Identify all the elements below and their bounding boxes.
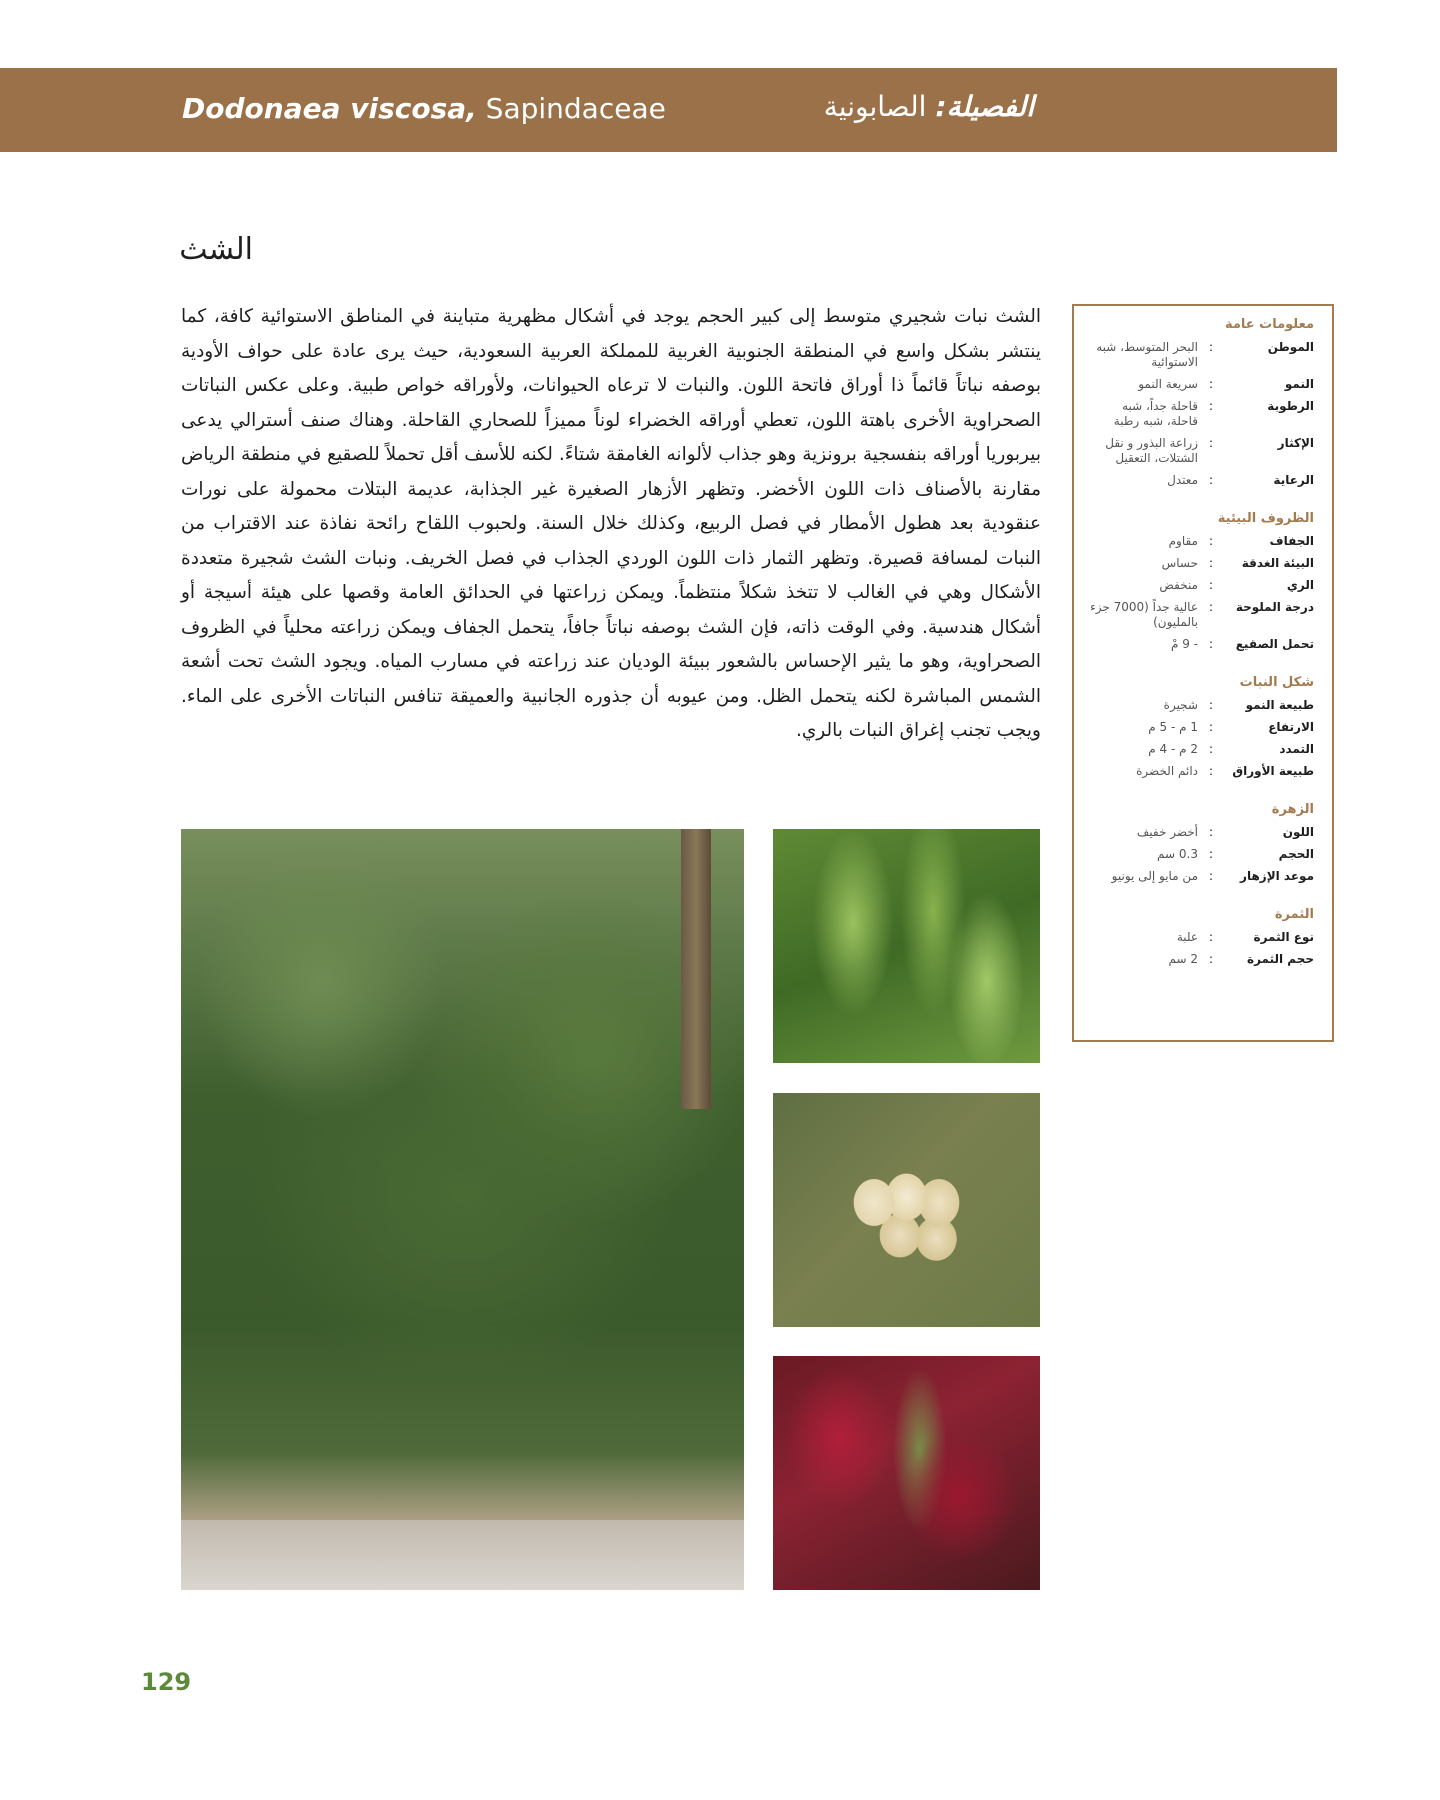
- row-key: اللون: [1282, 825, 1314, 839]
- plant-title: الشث: [179, 232, 253, 267]
- palm-trunk-shape: [681, 829, 711, 1109]
- info-section-fruit: [1088, 906, 1314, 967]
- section-title: الظروف البيئية: [1217, 511, 1314, 526]
- row-key: تحمل الصقيع: [1235, 637, 1314, 651]
- row-colon: :: [1208, 473, 1214, 487]
- row-key: البيئة الغدقة: [1241, 556, 1314, 570]
- row-colon: :: [1208, 930, 1214, 944]
- info-row: [1088, 764, 1314, 779]
- row-value: - 9 مْ: [1170, 637, 1198, 651]
- row-value: 0.3 سم: [1157, 847, 1198, 861]
- row-value: معتدل: [1167, 473, 1198, 487]
- row-value: علبة: [1176, 930, 1198, 944]
- info-row: [1088, 698, 1314, 713]
- row-value: البحر المتوسط، شبه الاستوائية: [1096, 340, 1198, 369]
- row-colon: :: [1208, 952, 1214, 966]
- family-name: الصابونية: [823, 90, 927, 123]
- info-row: [1088, 377, 1314, 392]
- info-row: [1088, 600, 1314, 630]
- info-section-environment: [1088, 510, 1314, 652]
- fruit-photo: [773, 1093, 1040, 1327]
- info-section-flower: [1088, 801, 1314, 884]
- species-latin-name: [182, 92, 666, 125]
- row-colon: :: [1208, 436, 1214, 450]
- row-key: الإكثار: [1277, 436, 1314, 450]
- row-value: حساس: [1161, 556, 1198, 570]
- info-row: [1088, 399, 1314, 429]
- row-value: 2 سم: [1168, 952, 1198, 966]
- info-row: [1088, 473, 1314, 488]
- row-value: منخفض: [1159, 578, 1198, 592]
- row-key: النمو: [1284, 377, 1314, 391]
- plant-description: الشث نبات شجيري متوسط إلى كبير الحجم يوجد في أشكال مظهرية متباينة في المناطق الاستوائية كافة، كما ينتشر بشكل واسع في المنطقة الجنوبية الغربية للمملكة العربية السعودية، حيث يرى عادة على حواف الأودية بوصفه نباتاً قائماً ذا أوراق فاتحة اللون. والنبات لا ترعاه الحيوانات، ولأوراقه خواص طبية. وعلى عكس النباتات الصحراوية الأخرى باهتة اللون، تعطي أوراقه الخضراء لوناً مميزاً للصحاري القاحلة. وهناك صنف أسترالي يدعى بيربوريا أوراقه بنفسجية برونزية وهو جذاب لألوانه الغامقة شتاءً. لكنه للأسف أقل تحملاً للصقيع في منطقة الرياض مقارنة بالأصناف ذات اللون الأخضر. وتظهر الأزهار الصغيرة غير الجذابة، عديمة البتلات محمولة على نورات عنقودية بعد هطول الأمطار في فصل الربيع، وكذلك خلال السنة. ولحبوب اللقاح رائحة نفاذة عند الاقتراب من النبات لمسافة قصيرة. وتظهر الثمار ذات اللون الوردي الجذاب في فصل الخريف. ونبات الشث شجيرة متعددة الأشكال وهي في الغالب لا تتخذ شكلاً منتظماً. ويمكن زراعتها في الحدائق العامة وقصها على هيئة أسيجة أو أشكال هندسية. وفي الوقت ذاته، فإن الشث بوصفه نباتاً جافاً، يتحمل الجفاف ويمكن زراعته محلياً في الظروف الصحراوية، وهو ما يثير الإحساس بالشعور ببيئة الوديان عند زراعته في مسارب المياه. ويجود الشث تحت أشعة الشمس المباشرة لكنه يتحمل الظل. ومن عيوبه أن جذوره الجانبية والعميقة تنافس النباتات الأخرى على الماء. ويجب تجنب إغراق النبات بالري.: [181, 306, 1041, 741]
- row-value: شجيرة: [1163, 698, 1198, 712]
- row-key: الموطن: [1267, 340, 1314, 354]
- row-key: حجم الثمرة: [1247, 952, 1314, 966]
- page-number: 129: [141, 1668, 192, 1696]
- info-row: [1088, 825, 1314, 840]
- info-row: [1088, 556, 1314, 571]
- row-key: الرطوبة: [1267, 399, 1314, 413]
- section-title: الثمرة: [1274, 907, 1314, 922]
- family-arabic: [824, 90, 1034, 123]
- row-value: أخضر خفيف: [1136, 825, 1198, 839]
- row-colon: :: [1208, 600, 1214, 614]
- info-row: [1088, 578, 1314, 593]
- row-colon: :: [1208, 377, 1214, 391]
- row-colon: :: [1208, 825, 1214, 839]
- row-colon: :: [1208, 764, 1214, 778]
- info-panel: [1072, 304, 1334, 1042]
- row-key: نوع الثمرة: [1253, 930, 1314, 944]
- leaves-photo: [773, 829, 1040, 1063]
- row-colon: :: [1208, 534, 1214, 548]
- row-colon: :: [1208, 399, 1214, 413]
- ground-shape: [181, 1520, 744, 1590]
- family-latin: Sapindaceae: [485, 92, 666, 125]
- row-value: من مايو إلى يونيو: [1111, 869, 1198, 883]
- seed-capsule-cluster: [848, 1153, 978, 1263]
- row-value: سريعة النمو: [1138, 377, 1198, 391]
- info-row: [1088, 340, 1314, 370]
- row-value: زراعة البذور و نقل الشتلات، التعقيل: [1105, 436, 1198, 465]
- row-colon: :: [1208, 869, 1214, 883]
- row-key: طبيعة الأوراق: [1232, 764, 1314, 778]
- info-row: [1088, 952, 1314, 967]
- row-key: موعد الإزهار: [1240, 869, 1314, 883]
- row-colon: :: [1208, 340, 1214, 354]
- row-key: الارتفاع: [1268, 720, 1314, 734]
- info-row: [1088, 534, 1314, 549]
- row-key: الرعاية: [1273, 473, 1314, 487]
- info-row: [1088, 742, 1314, 757]
- section-title: معلومات عامة: [1224, 317, 1314, 332]
- row-key: درجة الملوحة: [1235, 600, 1314, 614]
- section-title: الزهرة: [1271, 802, 1314, 817]
- row-colon: :: [1208, 847, 1214, 861]
- shrub-photo: [181, 829, 744, 1590]
- row-value: دائم الخضرة: [1136, 764, 1198, 778]
- row-colon: :: [1208, 556, 1214, 570]
- row-key: التمدد: [1279, 742, 1314, 756]
- red-foliage-photo: [773, 1356, 1040, 1590]
- info-row: [1088, 637, 1314, 652]
- info-row: [1088, 847, 1314, 862]
- row-key: طبيعة النمو: [1245, 698, 1314, 712]
- info-row: [1088, 436, 1314, 466]
- species-name: Dodonaea viscosa,: [182, 92, 477, 125]
- section-title: شكل النبات: [1239, 675, 1314, 690]
- info-row: [1088, 720, 1314, 735]
- row-key: الري: [1286, 578, 1314, 592]
- row-value: 1 م - 5 م: [1148, 720, 1198, 734]
- row-colon: :: [1208, 698, 1214, 712]
- row-colon: :: [1208, 637, 1214, 651]
- row-colon: :: [1208, 720, 1214, 734]
- row-value: مقاوم: [1168, 534, 1198, 548]
- row-value: 2 م - 4 م: [1148, 742, 1198, 756]
- row-key: الحجم: [1278, 847, 1314, 861]
- row-value: قاحلة جداً، شبه قاحلة، شبه رطبة: [1113, 399, 1198, 428]
- row-value: عالية جداً (7000 جزء بالمليون): [1090, 600, 1198, 629]
- row-colon: :: [1208, 742, 1214, 756]
- row-colon: :: [1208, 578, 1214, 592]
- info-row: [1088, 930, 1314, 945]
- info-row: [1088, 869, 1314, 884]
- info-section-form: [1088, 674, 1314, 779]
- row-key: الجفاف: [1269, 534, 1314, 548]
- info-section-general: [1088, 316, 1314, 488]
- family-label: الفصيلة:: [935, 90, 1034, 123]
